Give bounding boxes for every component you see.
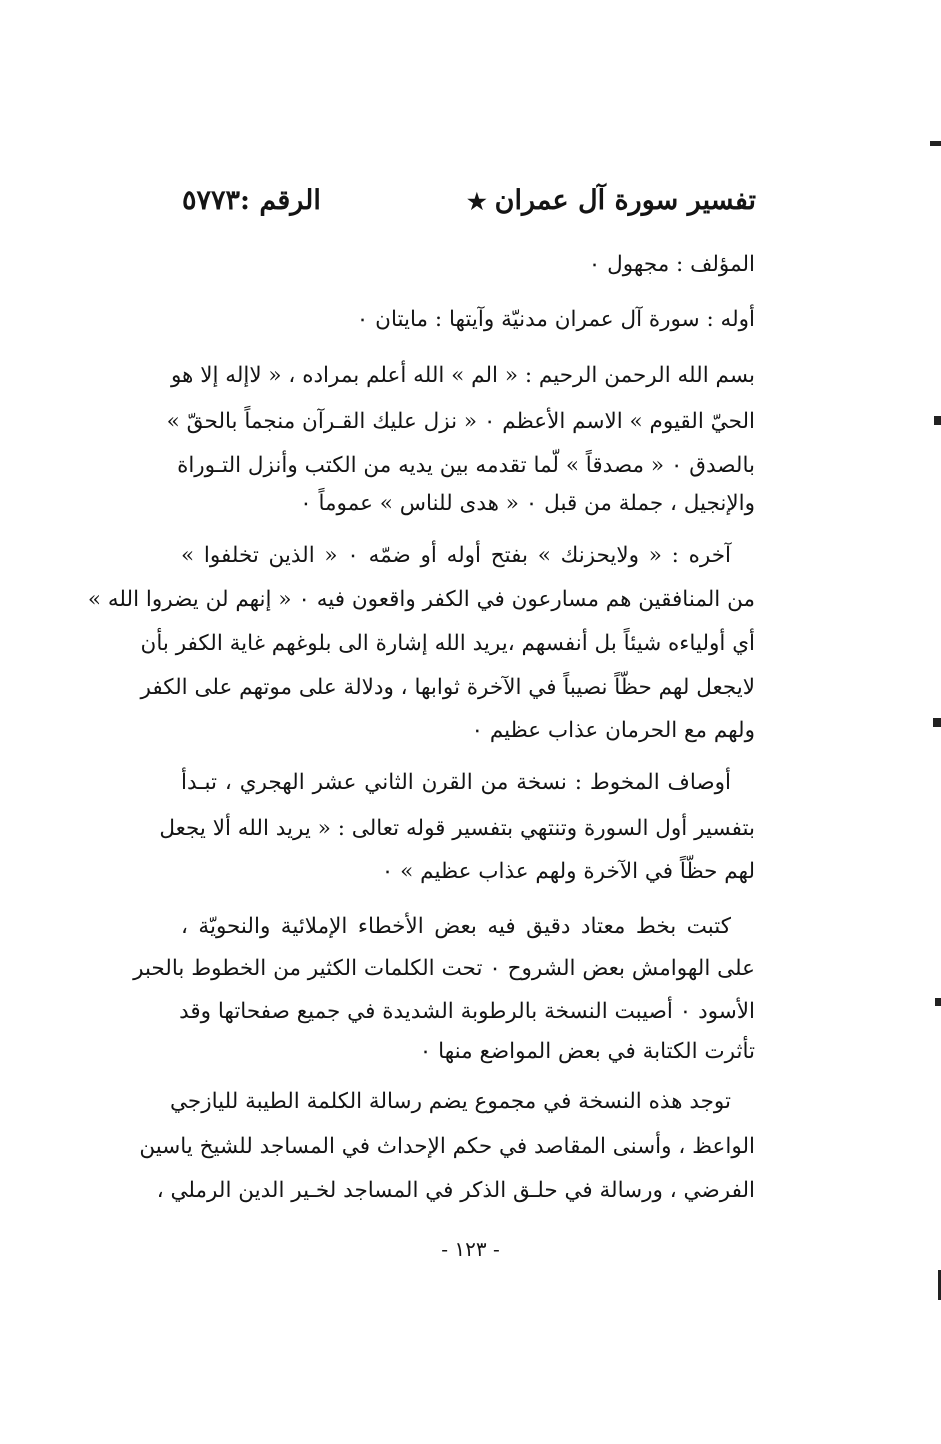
text-line: الحيّ القيوم » الاسم الأعظم ٠ « نزل عليك القـرآن منجماً بالحقّ »: [166, 409, 755, 434]
text-line: بتفسير أول السورة وتنتهي بتفسير قوله تعالى : « يريد الله ألا يجعل: [159, 816, 755, 841]
scan-mark: [933, 718, 941, 727]
first-line: أوله : سورة آل عمران مدنيّة وآيتها : مايتان ٠: [356, 307, 755, 332]
text-line: تأثرت الكتابة في بعض المواضع منها ٠: [419, 1039, 755, 1064]
catalog-title-text: تفسير سورة آل عمران: [494, 184, 756, 216]
text-line: الفرضي ، ورسالة في حلـق الذكر في المساجد لخـير الدين الرملي ،: [156, 1178, 755, 1203]
text-line: على الهوامش بعض الشروح ٠ تحت الكلمات الكثير من الخطوط بالحبر: [133, 956, 755, 981]
text-line: كتبت بخط معتاد دقيق فيه بعض الأخطاء الإملائية والنحويّة ،: [181, 914, 731, 939]
text-line: توجد هذه النسخة في مجموع يضم رسالة الكلمة الطيبة لليازجي: [169, 1089, 731, 1114]
text-line: آخره : « ولايحزنك » بفتح أوله أو ضمّه ٠ « الذين تخلفوا »: [181, 543, 731, 568]
text-line: الأسود ٠ أصيبت النسخة بالرطوبة الشديدة في جميع صفحاتها وقد: [179, 999, 755, 1024]
text-line: لهم حظّاً في الآخرة ولهم عذاب عظيم » ٠: [381, 859, 755, 884]
text-line: لايجعل لهم حظّاً نصيباً في الآخرة ثوابها ، ودلالة على موتهم على الكفر: [140, 675, 755, 700]
text-line: أوصاف المخوط : نسخة من القرن الثاني عشر الهجري ، تبـدأ: [181, 770, 731, 795]
text-line: بسم الله الرحمن الرحيم : « الم » الله أعلم بمراده ، « لاإله إلا هو: [170, 363, 755, 388]
text-line: أي أولياءه شيئاً بل أنفسهم ،يريد الله إشارة الى بلوغهم غاية الكفر بأن: [140, 631, 755, 656]
catalog-title: [467, 185, 756, 216]
author-line: المؤلف : مجهول ٠: [588, 252, 755, 277]
scan-mark: [930, 141, 941, 146]
star-icon: ★: [466, 188, 487, 215]
text-line: الواعظ ، وأسنى المقاصد في حكم الإحداث في المساجد للشيخ ياسين: [139, 1134, 755, 1159]
record-number: الرقم :٥٧٧٣: [182, 184, 321, 216]
text-line: ولهم مع الحرمان عذاب عظيم ٠: [471, 718, 755, 743]
page-number: - ١٢٣ -: [441, 1237, 500, 1261]
scan-mark: [934, 416, 941, 425]
text-line: من المنافقين هم مسارعون في الكفر واقعون فيه ٠ « إنهم لن يضروا الله »: [87, 587, 755, 612]
scan-mark: [935, 998, 941, 1006]
text-line: والإنجيل ، جملة من قبل ٠ « هدى للناس » عموماً ٠: [300, 491, 755, 516]
text-line: بالصدق ٠ « مصدقاً » لّما تقدمه بين يديه من الكتب وأنزل التـوراة: [177, 453, 755, 478]
page-header: [182, 178, 756, 222]
